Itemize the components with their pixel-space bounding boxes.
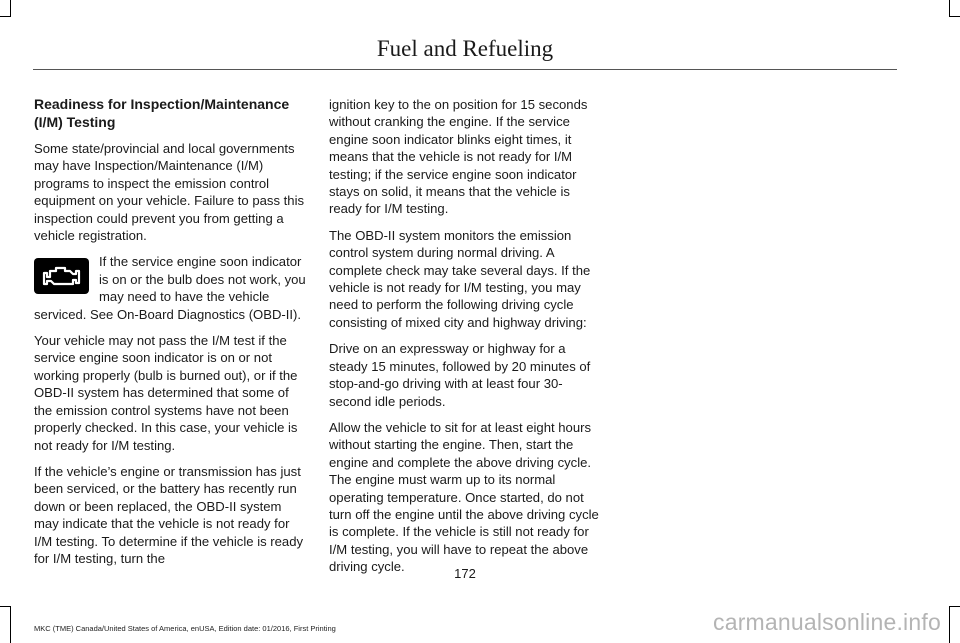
- crop-mark-top-right-v: [949, 0, 950, 16]
- paragraph: Your vehicle may not pass the I/M test if the service engine soon indicator is on or not working properly (bulb is burned out), or if the OBD-II system has determined that some of the emission control systems have not been properly checked. In this case, your vehicle is not ready for I/M testing.: [34, 333, 298, 453]
- paragraph: Allow the vehicle to sit for at least eight hours without starting the engine. Then, start the engine and complete the above driving cycle. The engine must warm up to its normal operating temperature. Once started, do not turn off the engine until the above driving cycle is complete. If the vehicle is still not ready for I/M testing, you will have to repeat the above driving cycle.: [329, 419, 599, 575]
- paragraph: If the service engine soon indicator is on or the bulb does not work, you may need to have the vehicle serviced. See On-Board Diagnostics (OBD-II).: [34, 254, 306, 322]
- crop-mark-bottom-left-h: [0, 606, 11, 607]
- check-engine-icon: [34, 258, 89, 294]
- crop-mark-bottom-right-h: [949, 606, 960, 607]
- right-column: [329, 96, 601, 585]
- crop-mark-bottom-left-v: [10, 606, 11, 643]
- watermark: carmanualsonline.info: [713, 609, 941, 635]
- section-heading: Readiness for Inspection/Maintenance (I/M) Testing: [34, 96, 290, 130]
- paragraph: The OBD-II system monitors the emission control system during normal driving. A complete check may take several days. If the vehicle is not ready for I/M testing, you may need to perform the following driving cycle consisting of mixed city and highway driving:: [329, 227, 591, 330]
- paragraph: Some state/provincial and local governments may have Inspection/Maintenance (I/M) programs to inspect the emission control equipment on your vehicle. Failure to pass this inspection could prevent you from getting a vehicle registration.: [34, 141, 305, 244]
- footer-edition-info: MKC (TME) Canada/United States of America, enUSA, Edition date: 01/2016, First Printing: [34, 624, 336, 633]
- left-column: [34, 96, 306, 576]
- page-header-title: Fuel and Refueling: [376, 36, 554, 61]
- header-rule: [33, 69, 897, 70]
- paragraph: If the vehicle’s engine or transmission has just been serviced, or the battery has recently run down or been replaced, the OBD-II system may indicate that the vehicle is not ready for I/M testing. To determine if the vehicle is ready for I/M testing, turn the: [34, 463, 304, 566]
- crop-mark-top-left-h: [0, 16, 11, 17]
- paragraph: ignition key to the on position for 15 seconds without cranking the engine. If the service engine soon indicator blinks eight times, it means that the vehicle is not ready for I/M testing; if the service engine soon indicator stays on solid, it means that the vehicle is ready for I/M testing.: [329, 97, 588, 217]
- crop-mark-bottom-right-v: [949, 606, 950, 643]
- crop-mark-top-left-v: [10, 0, 11, 16]
- crop-mark-top-right-h: [949, 16, 960, 17]
- indicator-note: [34, 253, 306, 332]
- page-number: 172: [454, 566, 476, 581]
- paragraph: Drive on an expressway or highway for a steady 15 minutes, followed by 20 minutes of stop-and-go driving with at least four 30-second idle periods.: [329, 341, 591, 409]
